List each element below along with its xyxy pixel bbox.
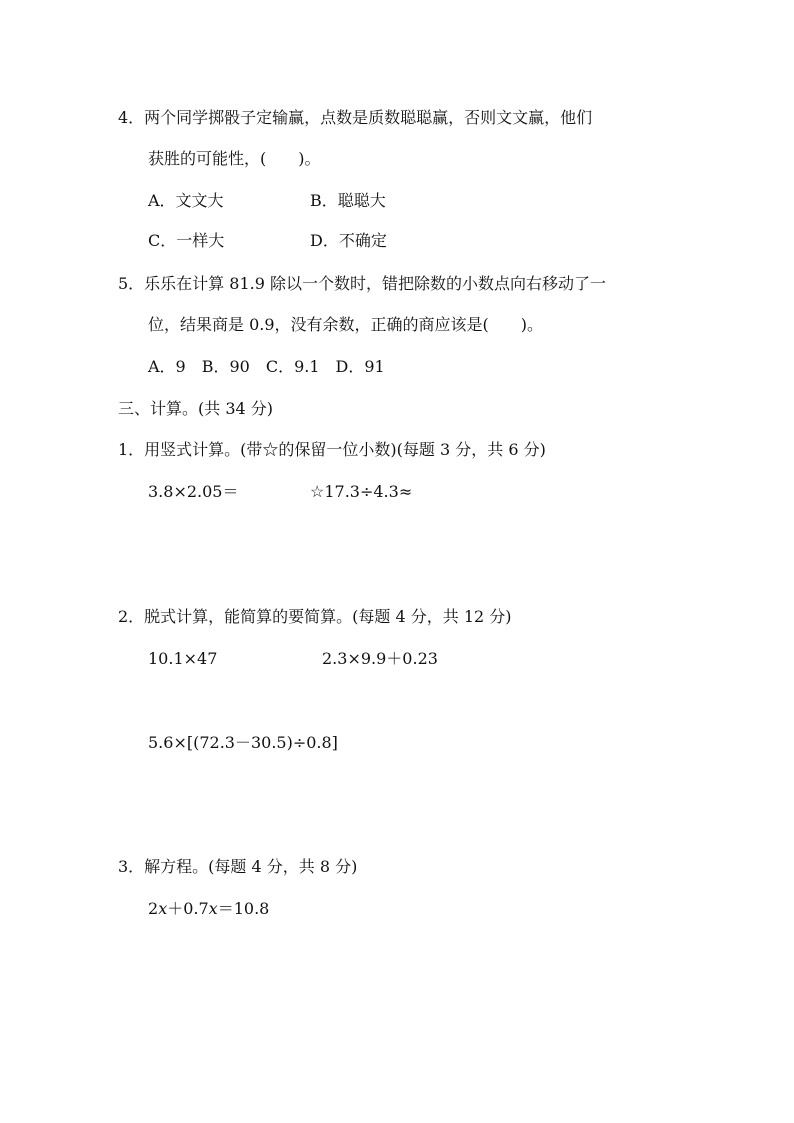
calc-2-expr-2: 2.3×9.9＋0.23 <box>322 649 438 668</box>
q4-line-2: 获胜的可能性，( )。 <box>148 149 321 168</box>
calc-1-expr-2: ☆17.3÷4.3≈ <box>310 482 413 501</box>
q4-line-1: 4．两个同学掷骰子定输赢，点数是质数聪聪赢，否则文文赢，他们 <box>118 108 593 127</box>
q4-option-b: B．聪聪大 <box>310 191 386 210</box>
eq-part-a: 2 <box>148 899 159 918</box>
calc-1-expr-1: 3.8×2.05＝ <box>148 482 239 501</box>
calc-3-title: 3．解方程。(每题 4 分，共 8 分) <box>118 857 358 876</box>
eq-part-c: ＝10.8 <box>217 899 270 918</box>
q4-option-d: D．不确定 <box>310 231 387 250</box>
calc-3-equation <box>148 899 269 919</box>
q5-line-1: 5．乐乐在计算 81.9 除以一个数时，错把除数的小数点向右移动了一 <box>118 274 606 293</box>
eq-variable-x: x <box>208 899 218 918</box>
calc-2-title: 2．脱式计算，能简算的要简算。(每题 4 分，共 12 分) <box>118 607 512 626</box>
q5-line-2: 位，结果商是 0.9，没有余数，正确的商应该是( )。 <box>148 315 544 334</box>
eq-part-b: ＋0.7 <box>167 899 209 918</box>
q4-option-c: C．一样大 <box>148 231 225 250</box>
q4-option-a: A．文文大 <box>148 191 224 210</box>
calc-1-title: 1．用竖式计算。(带☆的保留一位小数)(每题 3 分，共 6 分) <box>118 440 546 459</box>
calc-2-expr-1: 10.1×47 <box>148 649 218 668</box>
section-3-title: 三、计算。(共 34 分) <box>118 399 274 418</box>
calc-2-expr-3: 5.6×[(72.3－30.5)÷0.8] <box>148 733 338 752</box>
q5-options: A．9 B．90 C．9.1 D．91 <box>148 357 385 376</box>
eq-variable-x: x <box>158 899 168 918</box>
